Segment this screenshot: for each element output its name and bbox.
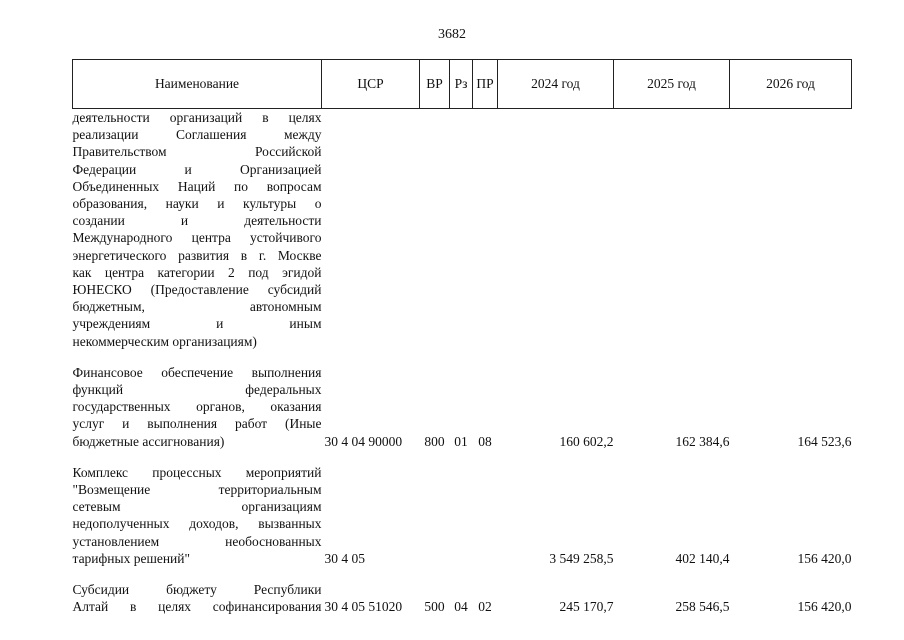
table-row	[73, 450, 852, 567]
name-line: установлением необоснованных	[72, 533, 322, 549]
table-row	[73, 109, 852, 350]
cell-csr: 30 4 05 51020	[324, 599, 403, 615]
cell-vr: 500	[424, 599, 445, 615]
cell-2024	[498, 109, 614, 350]
name-line: учреждениям и иным	[72, 316, 322, 332]
cell-2026: 156 420,0	[797, 599, 852, 615]
cell-rz: 01	[454, 433, 468, 449]
cell-2026: 156 420,0	[797, 550, 852, 566]
cell-csr: 30 4 05	[324, 550, 365, 566]
cell-pr: 02	[478, 599, 492, 615]
cell-rz	[450, 450, 473, 567]
name-line: бюджетным, автономным	[72, 299, 322, 315]
cell-2026: 164 523,6	[797, 433, 852, 449]
name-line: сетевым организациям	[72, 499, 322, 515]
page-number: 3682	[438, 27, 466, 42]
cell-name	[73, 567, 322, 615]
name-line: Алтай в целях софинансирования	[72, 599, 322, 615]
header-rz: Рз	[450, 60, 473, 109]
cell-pr: 08	[478, 433, 492, 449]
name-line: Международного центра устойчивого	[72, 230, 322, 246]
header-2025: 2025 год	[614, 60, 730, 109]
name-line: Федерации и Организацией	[72, 161, 322, 177]
name-line: тарифных решений"	[72, 550, 191, 566]
cell-2024: 3 549 258,5	[549, 550, 614, 566]
budget-table	[72, 59, 852, 615]
cell-vr: 800	[424, 433, 445, 449]
cell-name	[73, 350, 322, 450]
name-line: услуг и выполнения работ (Иные	[72, 416, 322, 432]
cell-pr	[473, 450, 498, 567]
name-line: создании и деятельности	[72, 213, 322, 229]
table-body	[73, 109, 852, 616]
name-line: энергетического развития в г. Москве	[72, 247, 322, 263]
cell-2026	[730, 109, 852, 350]
cell-2024: 160 602,2	[559, 433, 614, 449]
header-2026: 2026 год	[730, 60, 852, 109]
table-row	[73, 567, 852, 615]
name-line: Комплекс процессных мероприятий	[72, 464, 322, 480]
cell-2024: 245 170,7	[559, 599, 614, 615]
cell-name	[73, 450, 322, 567]
name-line: Финансовое обеспечение выполнения	[72, 364, 322, 380]
name-line: функций федеральных	[72, 382, 322, 398]
name-line: деятельности организаций в целях	[72, 110, 322, 125]
name-line: реализации Соглашения между	[72, 127, 322, 143]
cell-csr: 30 4 04 90000	[324, 433, 403, 449]
name-line: Субсидии бюджету Республики	[72, 582, 322, 598]
cell-2025: 258 546,5	[675, 599, 730, 615]
cell-rz	[450, 109, 473, 350]
name-line: бюджетные ассигнования)	[72, 433, 225, 449]
cell-2025: 162 384,6	[675, 433, 730, 449]
header-name: Наименование	[73, 60, 322, 109]
name-line: некоммерческим организациям)	[72, 333, 257, 349]
header-pr: ПР	[473, 60, 498, 109]
header-csr: ЦСР	[322, 60, 420, 109]
name-line: Объединенных Наций по вопросам	[72, 178, 322, 194]
name-line: "Возмещение территориальным	[72, 482, 322, 498]
header-2024: 2024 год	[498, 60, 614, 109]
table-header	[73, 60, 852, 109]
table-row	[73, 350, 852, 450]
cell-name	[73, 109, 322, 350]
name-line: государственных органов, оказания	[72, 399, 322, 415]
name-line: ЮНЕСКО (Предоставление субсидий	[72, 282, 322, 298]
cell-pr	[473, 109, 498, 350]
name-line: недополученных доходов, вызванных	[72, 516, 322, 532]
cell-csr	[322, 109, 420, 350]
cell-2025	[614, 109, 730, 350]
cell-vr	[420, 450, 450, 567]
cell-rz: 04	[454, 599, 468, 615]
cell-2025: 402 140,4	[675, 550, 730, 566]
header-vr: ВР	[420, 60, 450, 109]
name-line: образования, науки и культуры о	[72, 196, 322, 212]
cell-vr	[420, 109, 450, 350]
name-line: Правительством Российской	[72, 144, 322, 160]
name-line: как центра категории 2 под эгидой	[72, 264, 322, 280]
